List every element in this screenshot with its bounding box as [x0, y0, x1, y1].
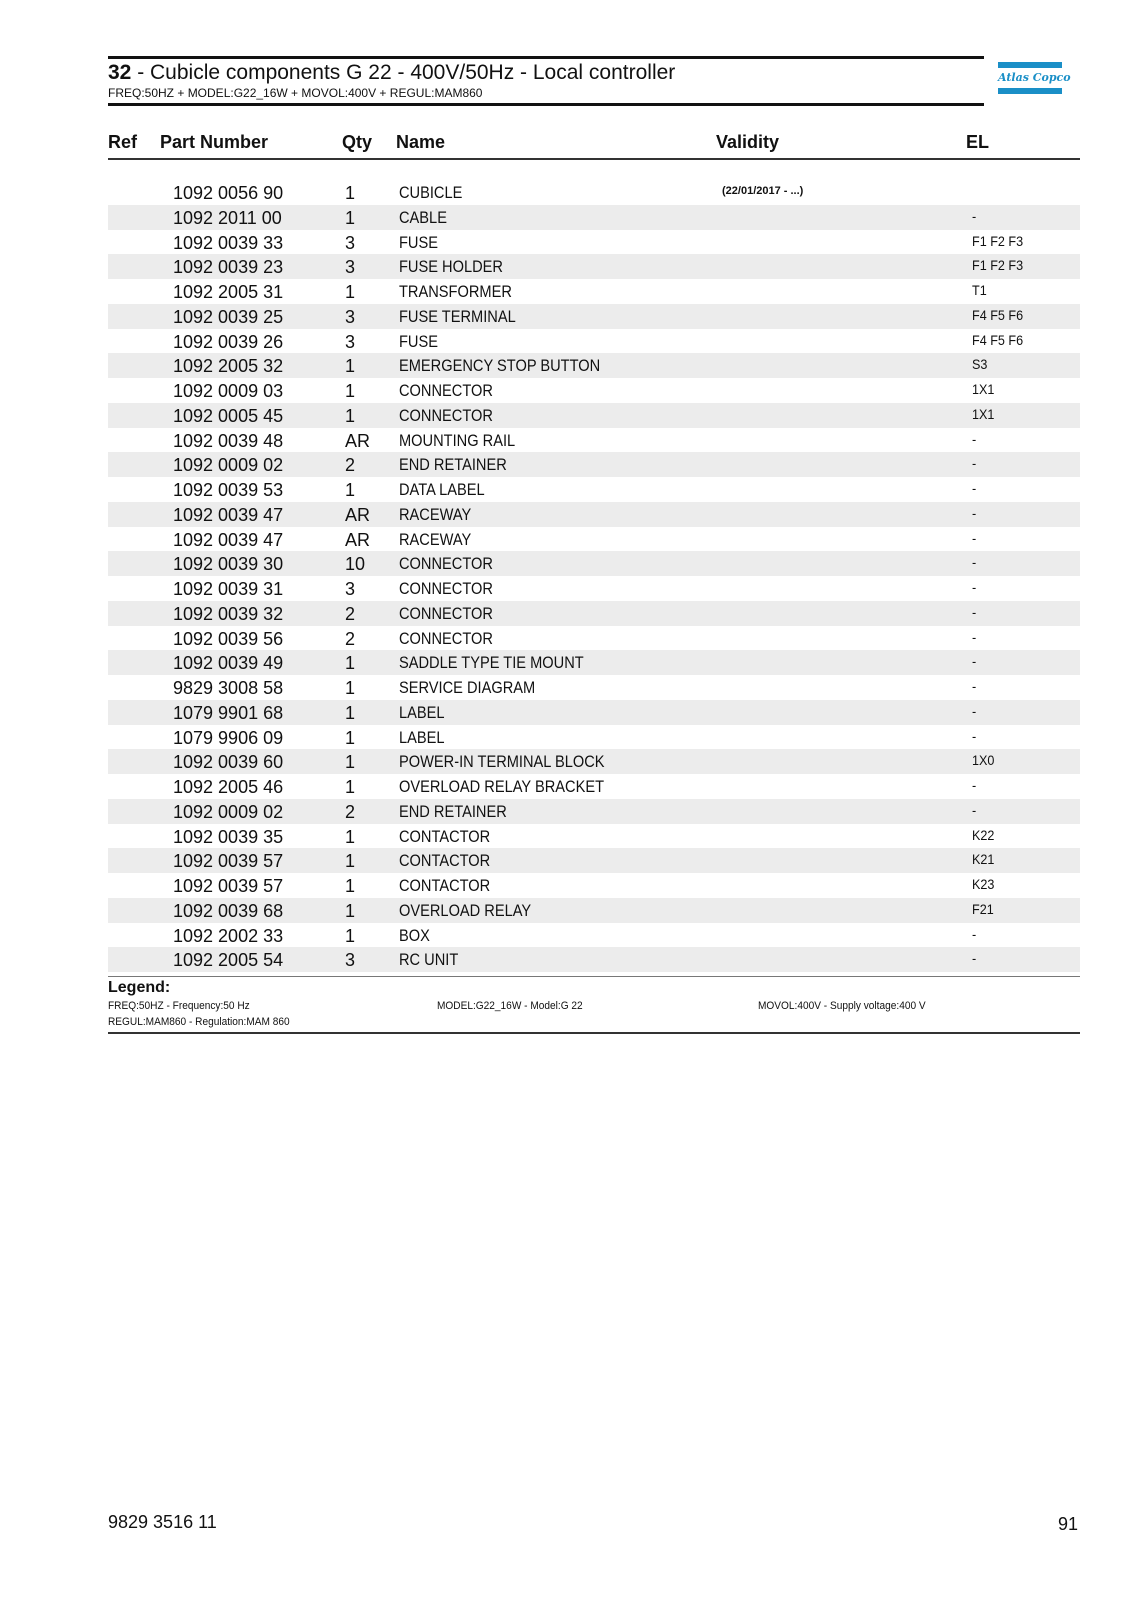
table-row	[108, 551, 1080, 576]
qty-cell: AR	[345, 504, 371, 525]
name-cell: RACEWAY	[399, 504, 472, 524]
footer-document-number: 9829 3516 11	[108, 1512, 217, 1532]
qty-cell: 1	[345, 653, 356, 674]
name-cell: OVERLOAD RELAY	[399, 900, 532, 920]
el-cell: -	[972, 455, 977, 472]
qty-cell: 1	[345, 183, 356, 203]
table-row	[108, 329, 1080, 354]
el-cell: -	[972, 653, 977, 670]
qty-cell: 3	[345, 579, 356, 599]
qty-cell: 1	[345, 876, 356, 896]
part-number-cell: 1092 0039 23	[173, 257, 284, 278]
table-row	[108, 230, 1080, 255]
column-header-ref: Ref	[108, 132, 160, 160]
logo-wordmark: Atlas Copco	[998, 71, 1071, 84]
part-number-cell: 1092 0039 31	[173, 579, 284, 599]
name-cell: FUSE	[399, 232, 438, 252]
table-row	[108, 749, 1080, 774]
table-row	[108, 898, 1080, 923]
el-cell: -	[972, 702, 977, 719]
table-row	[108, 947, 1080, 972]
el-cell: -	[972, 504, 977, 521]
name-cell: SERVICE DIAGRAM	[399, 678, 536, 697]
table-row	[108, 675, 1080, 700]
name-cell: FUSE HOLDER	[399, 257, 503, 277]
logo-band-bottom	[998, 88, 1062, 94]
table-row	[108, 576, 1080, 601]
table-row	[108, 428, 1080, 453]
el-cell: 1X0	[972, 752, 995, 769]
name-cell: CABLE	[399, 207, 447, 227]
qty-cell: 2	[345, 628, 356, 649]
qty-cell: 1	[345, 207, 356, 228]
qty-cell: 3	[345, 950, 356, 971]
part-number-cell: 1092 0039 60	[173, 752, 284, 773]
part-number-cell: 1092 2005 46	[173, 777, 284, 797]
part-number-cell: 1092 0039 32	[173, 603, 284, 624]
el-cell: -	[972, 628, 977, 645]
el-cell: -	[972, 554, 977, 571]
name-cell: BOX	[399, 925, 430, 945]
name-cell: FUSE	[399, 331, 438, 351]
el-cell: F4 F5 F6	[972, 306, 1024, 323]
name-cell: DATA LABEL	[399, 480, 485, 499]
part-number-cell: 1092 0039 25	[173, 306, 284, 327]
qty-cell: 2	[345, 801, 356, 822]
qty-cell: 1	[345, 356, 356, 377]
part-number-cell: 1092 2002 33	[173, 925, 284, 946]
qty-cell: AR	[345, 430, 371, 451]
name-cell: CONNECTOR	[399, 554, 493, 574]
el-cell: -	[972, 579, 977, 595]
part-number-cell: 1092 0056 90	[173, 183, 284, 203]
name-cell: SADDLE TYPE TIE MOUNT	[399, 653, 584, 673]
el-cell: -	[972, 678, 977, 694]
qty-cell: 1	[345, 702, 356, 723]
section-number: 32	[108, 61, 132, 84]
table-row	[108, 725, 1080, 750]
qty-cell: 10	[345, 554, 366, 575]
table-row	[108, 279, 1080, 304]
name-cell: CONNECTOR	[399, 381, 493, 400]
qty-cell: 1	[345, 678, 356, 698]
el-cell: 1X1	[972, 381, 995, 397]
qty-cell: 1	[345, 480, 356, 500]
legend-item: REGUL:MAM860 - Regulation:MAM 860	[108, 1016, 290, 1028]
qty-cell: 1	[345, 777, 356, 797]
qty-cell: 1	[345, 381, 356, 401]
table-row	[108, 824, 1080, 849]
name-cell: POWER-IN TERMINAL BLOCK	[399, 752, 605, 772]
legend-title: Legend:	[108, 979, 171, 996]
qty-cell: 1	[345, 900, 356, 921]
part-number-cell: 1092 0039 48	[173, 430, 284, 451]
part-number-cell: 1092 0039 30	[173, 554, 284, 575]
table-row	[108, 650, 1080, 675]
part-number-cell: 1092 0009 03	[173, 381, 284, 401]
part-number-cell: 1092 0039 49	[173, 653, 284, 674]
column-header-part-number: Part Number	[160, 132, 342, 160]
footer-page-number: 91	[1058, 1514, 1079, 1534]
table-row	[108, 304, 1080, 329]
name-cell: LABEL	[399, 702, 445, 722]
page-header	[108, 56, 984, 106]
column-header-name: Name	[396, 132, 716, 160]
part-number-cell: 1092 0039 57	[173, 876, 284, 896]
el-cell: K23	[972, 876, 995, 892]
part-number-cell: 1092 0039 56	[173, 628, 284, 649]
part-number-cell: 1079 9906 09	[173, 727, 284, 748]
qty-cell: 2	[345, 455, 356, 476]
table-row	[108, 378, 1080, 403]
table-row	[108, 601, 1080, 626]
qty-cell: 1	[345, 282, 356, 302]
table-row	[108, 403, 1080, 428]
qty-cell: 3	[345, 257, 356, 278]
column-header-qty: Qty	[342, 132, 396, 160]
el-cell: F21	[972, 900, 994, 917]
title-text: - Cubicle components G 22 - 400V/50Hz - Local controller	[131, 61, 676, 84]
qty-cell: 1	[345, 405, 356, 426]
name-cell: FUSE TERMINAL	[399, 306, 516, 326]
part-number-cell: 1092 2005 31	[173, 282, 284, 302]
qty-cell: 3	[345, 232, 356, 253]
el-cell: -	[972, 727, 977, 744]
el-cell: -	[972, 925, 977, 942]
part-number-cell: 9829 3008 58	[173, 678, 284, 698]
table-bottom-rule	[108, 976, 1080, 977]
part-number-cell: 1092 0009 02	[173, 801, 284, 822]
name-cell: MOUNTING RAIL	[399, 430, 516, 450]
legend-item: MOVOL:400V - Supply voltage:400 V	[758, 1000, 926, 1012]
legend-bottom-rule	[108, 1032, 1080, 1034]
qty-cell: 1	[345, 727, 356, 748]
legend-item: FREQ:50HZ - Frequency:50 Hz	[108, 1000, 250, 1012]
part-number-cell: 1092 0039 53	[173, 480, 284, 500]
qty-cell: 1	[345, 851, 356, 872]
table-row	[108, 923, 1080, 948]
page-subtitle: FREQ:50HZ + MODEL:G22_16W + MOVOL:400V + REGUL:MAM860	[108, 86, 483, 100]
name-cell: EMERGENCY STOP BUTTON	[399, 356, 601, 376]
page-title	[108, 61, 675, 85]
table-row	[108, 502, 1080, 527]
part-number-cell: 1092 2005 32	[173, 356, 284, 377]
el-cell: -	[972, 777, 977, 793]
table-row	[108, 848, 1080, 873]
parts-table-body	[108, 180, 1080, 972]
part-number-cell: 1092 0039 35	[173, 826, 284, 847]
part-number-cell: 1092 0039 33	[173, 232, 284, 253]
legend-item: MODEL:G22_16W - Model:G 22	[437, 1000, 583, 1012]
table-row	[108, 873, 1080, 898]
qty-cell: 3	[345, 306, 356, 327]
name-cell: CONNECTOR	[399, 603, 493, 623]
el-cell: 1X1	[972, 405, 995, 422]
el-cell: F1 F2 F3	[972, 232, 1024, 249]
name-cell: TRANSFORMER	[399, 282, 512, 301]
table-row	[108, 353, 1080, 378]
name-cell: CONTACTOR	[399, 876, 491, 895]
name-cell: CONTACTOR	[399, 826, 491, 846]
el-cell: T1	[972, 282, 987, 298]
name-cell: CONNECTOR	[399, 628, 493, 648]
atlas-copco-logo	[998, 62, 1071, 94]
table-row	[108, 205, 1080, 230]
el-cell: -	[972, 430, 977, 447]
part-number-cell: 1079 9901 68	[173, 702, 284, 723]
table-row	[108, 774, 1080, 799]
table-row	[108, 527, 1080, 552]
part-number-cell: 1092 0039 47	[173, 504, 284, 525]
table-row	[108, 254, 1080, 279]
el-cell: -	[972, 801, 977, 818]
el-cell: K21	[972, 851, 995, 868]
table-row	[108, 626, 1080, 651]
table-row	[108, 452, 1080, 477]
name-cell: CONTACTOR	[399, 851, 491, 871]
qty-cell: 1	[345, 925, 356, 946]
qty-cell: AR	[345, 529, 371, 550]
el-cell: F1 F2 F3	[972, 257, 1024, 274]
table-row	[108, 477, 1080, 502]
name-cell: CUBICLE	[399, 183, 463, 202]
part-number-cell: 1092 2011 00	[173, 207, 282, 228]
part-number-cell: 1092 2005 54	[173, 950, 284, 971]
column-header-validity: Validity	[716, 132, 966, 160]
name-cell: CONNECTOR	[399, 405, 493, 425]
el-cell: -	[972, 603, 977, 620]
table-row	[108, 700, 1080, 725]
el-cell: F4 F5 F6	[972, 331, 1024, 348]
name-cell: LABEL	[399, 727, 445, 747]
name-cell: OVERLOAD RELAY BRACKET	[399, 777, 605, 796]
name-cell: RACEWAY	[399, 529, 472, 549]
part-number-cell: 1092 0039 26	[173, 331, 284, 352]
part-number-cell: 1092 0039 47	[173, 529, 284, 550]
qty-cell: 3	[345, 331, 356, 352]
part-number-cell: 1092 0039 68	[173, 900, 284, 921]
el-cell: -	[972, 207, 977, 224]
name-cell: END RETAINER	[399, 455, 507, 475]
part-number-cell: 1092 0009 02	[173, 455, 284, 476]
validity-cell: (22/01/2017 - ...)	[722, 185, 804, 197]
el-cell: -	[972, 480, 977, 496]
column-header-el: EL	[966, 132, 1080, 160]
qty-cell: 2	[345, 603, 356, 624]
qty-cell: 1	[345, 826, 356, 847]
table-row	[108, 799, 1080, 824]
part-number-cell: 1092 0005 45	[173, 405, 284, 426]
name-cell: CONNECTOR	[399, 579, 493, 598]
el-cell: -	[972, 529, 977, 546]
name-cell: END RETAINER	[399, 801, 507, 821]
el-cell: K22	[972, 826, 995, 843]
part-number-cell: 1092 0039 57	[173, 851, 284, 872]
table-row	[108, 180, 1080, 205]
el-cell: S3	[972, 356, 988, 373]
name-cell: RC UNIT	[399, 950, 459, 970]
qty-cell: 1	[345, 752, 356, 773]
el-cell: -	[972, 950, 977, 967]
